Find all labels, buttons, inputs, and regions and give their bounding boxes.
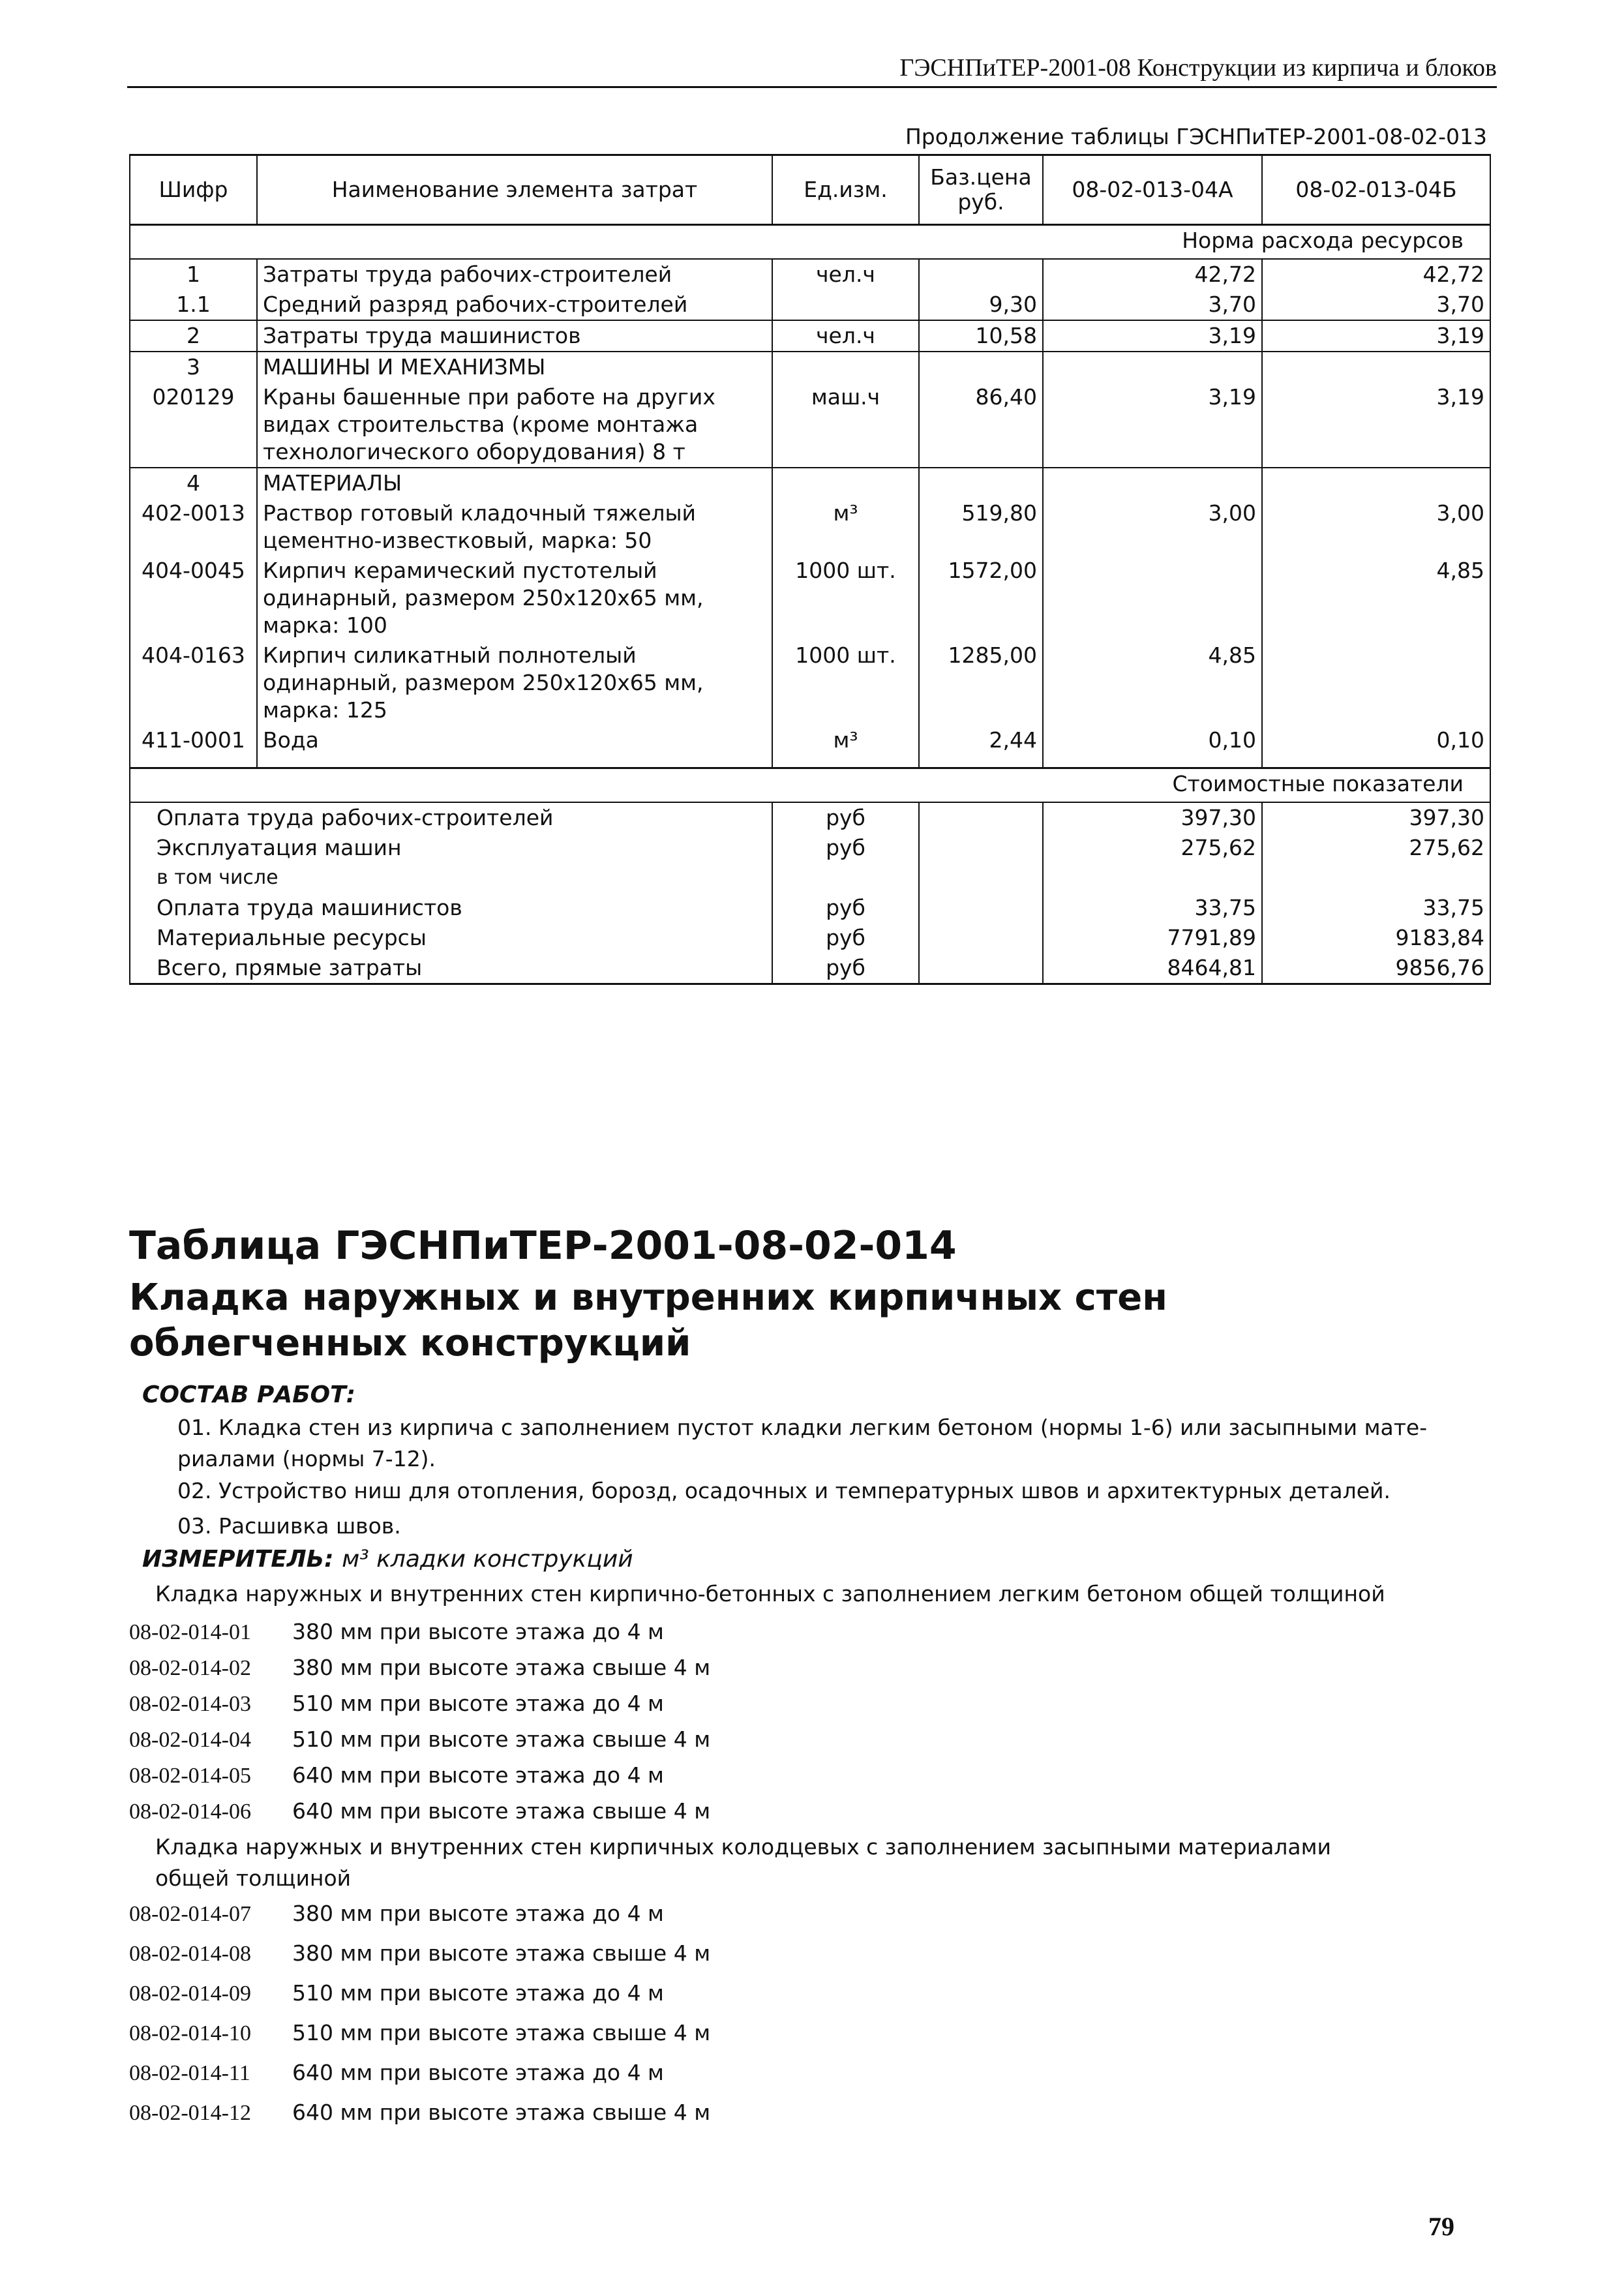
cell-a: 42,72: [1043, 259, 1262, 290]
table-row: [130, 259, 1490, 290]
cell-name: Кирпич силикатный полнотелый одинарный, размером 250х120х65 мм, марка: 125: [257, 641, 772, 725]
table-row: [130, 498, 1490, 556]
norm-code: 08-02-014-09: [129, 1982, 251, 2006]
table-row: [130, 725, 1490, 755]
cell-a: 3,00: [1043, 498, 1262, 556]
cost-unit: руб: [772, 802, 919, 833]
page-number: 79: [1428, 2212, 1454, 2241]
cost-unit: руб: [772, 953, 919, 984]
cell-price: [919, 468, 1043, 498]
composition-item: 01. Кладка стен из кирпича с заполнением пустот кладки легким бетоном (нормы 1-6) или засыпными мате-риалами (нормы 7-12).: [177, 1415, 1428, 1471]
col-header-unit: Ед.изм.: [772, 155, 919, 225]
cell-b: 0,10: [1262, 725, 1490, 755]
table-row: [130, 382, 1490, 468]
norm-text: 640 мм при высоте этажа до 4 м: [292, 1762, 664, 1788]
cost-b: [1262, 863, 1490, 893]
cell-unit: маш.ч: [772, 382, 919, 468]
cost-row: [130, 893, 1490, 923]
norm-text: 380 мм при высоте этажа до 4 м: [292, 1619, 664, 1644]
cost-row: [130, 833, 1490, 863]
meter-line: [142, 1546, 633, 1573]
norm-row: [129, 2097, 710, 2129]
norm-row: [129, 1796, 710, 1828]
norm-code: 08-02-014-02: [129, 1656, 251, 1680]
cell-a: 3,19: [1043, 382, 1262, 468]
cell-price: 1572,00: [919, 556, 1043, 641]
cost-price: [919, 923, 1043, 953]
composition-item: 03. Расшивка швов.: [177, 1513, 401, 1539]
cell-name: Вода: [257, 725, 772, 755]
cost-name: Оплата труда машинистов: [130, 893, 772, 923]
norm-text: 640 мм при высоте этажа свыше 4 м: [292, 2100, 711, 2125]
cell-b: 3,00: [1262, 498, 1490, 556]
cell-b: [1262, 468, 1490, 498]
section-row: [130, 225, 1490, 260]
norm-text: 380 мм при высоте этажа свыше 4 м: [292, 1655, 711, 1680]
cell-price: [919, 259, 1043, 290]
norm-row: [129, 1938, 710, 1970]
cell-price: 2,44: [919, 725, 1043, 755]
cell-code: 402-0013: [130, 498, 257, 556]
norm-code: 08-02-014-11: [129, 2061, 250, 2085]
cell-b: [1262, 352, 1490, 382]
norm-text: 640 мм при высоте этажа до 4 м: [292, 2060, 664, 2085]
cell-b: 3,19: [1262, 382, 1490, 468]
norm-code: 08-02-014-04: [129, 1728, 251, 1752]
cost-a: 33,75: [1043, 893, 1262, 923]
norm-code: 08-02-014-03: [129, 1692, 251, 1716]
cell-a: [1043, 556, 1262, 641]
table-row: [130, 290, 1490, 320]
cell-name: Затраты труда рабочих-строителей: [257, 259, 772, 290]
cell-price: 519,80: [919, 498, 1043, 556]
cost-row: [130, 863, 1490, 893]
cost-name: Материальные ресурсы: [130, 923, 772, 953]
norm-row: [129, 2017, 710, 2049]
norm-code: 08-02-014-08: [129, 1942, 251, 1966]
cell-name: Кирпич керамический пустотелый одинарный, размером 250х120х65 мм, марка: 100: [257, 556, 772, 641]
cell-price: [919, 352, 1043, 382]
cost-b: 9183,84: [1262, 923, 1490, 953]
cost-price: [919, 833, 1043, 863]
table-row: [130, 556, 1490, 641]
cell-name: МАШИНЫ И МЕХАНИЗМЫ: [257, 352, 772, 382]
resource-table: [129, 154, 1491, 985]
cell-unit: м³: [772, 498, 919, 556]
table-subtitle: Кладка наружных и внутренних кирпичных стен облегченных конструкций: [129, 1276, 1167, 1365]
cell-name: Краны башенные при работе на других видах строительства (кроме монтажа технологического оборудования) 8 т: [257, 382, 772, 468]
table-caption: Продолжение таблицы ГЭСНПиТЕР-2001-08-02-013: [905, 124, 1487, 149]
cell-a: [1043, 468, 1262, 498]
col-header-name: Наименование элемента затрат: [257, 155, 772, 225]
section-resources: Норма расхода ресурсов: [130, 225, 1490, 260]
group-description: Кладка наружных и внутренних стен кирпичных колодцевых с заполнением засыпными материалами общей толщиной: [155, 1834, 1331, 1891]
cell-unit: 1000 шт.: [772, 556, 919, 641]
table-row: [130, 468, 1490, 498]
cell-code: 020129: [130, 382, 257, 468]
norm-text: 380 мм при высоте этажа свыше 4 м: [292, 1940, 711, 1966]
cell-a: [1043, 352, 1262, 382]
cost-b: 397,30: [1262, 802, 1490, 833]
cell-b: 4,85: [1262, 556, 1490, 641]
cost-b: 275,62: [1262, 833, 1490, 863]
cell-a: 4,85: [1043, 641, 1262, 725]
norm-row: [129, 1760, 664, 1792]
cell-code: 1: [130, 259, 257, 290]
cell-b: 42,72: [1262, 259, 1490, 290]
cost-row: [130, 923, 1490, 953]
norm-row: [129, 1688, 664, 1720]
norm-row: [129, 1978, 664, 2010]
cost-row: [130, 953, 1490, 984]
col-header-a: 08-02-013-04А: [1043, 155, 1262, 225]
table-row: [130, 352, 1490, 382]
norm-text: 510 мм при высоте этажа свыше 4 м: [292, 1727, 711, 1752]
cell-price: 86,40: [919, 382, 1043, 468]
norm-row: [129, 1616, 664, 1648]
col-header-code: Шифр: [130, 155, 257, 225]
norm-text: 640 мм при высоте этажа свыше 4 м: [292, 1798, 711, 1824]
cost-unit: [772, 863, 919, 893]
norm-text: 510 мм при высоте этажа свыше 4 м: [292, 2020, 711, 2045]
cell-name: Раствор готовый кладочный тяжелый цементно-известковый, марка: 50: [257, 498, 772, 556]
cell-unit: [772, 468, 919, 498]
table-header-row: [130, 155, 1490, 225]
norm-code: 08-02-014-12: [129, 2101, 251, 2125]
norm-row: [129, 2057, 664, 2089]
norm-code: 08-02-014-05: [129, 1764, 251, 1788]
cell-unit: м³: [772, 725, 919, 755]
cost-a: 397,30: [1043, 802, 1262, 833]
norm-row: [129, 1652, 710, 1684]
cell-name: Затраты труда машинистов: [257, 320, 772, 352]
cost-price: [919, 802, 1043, 833]
norm-text: 510 мм при высоте этажа до 4 м: [292, 1980, 664, 2006]
cost-a: 8464,81: [1043, 953, 1262, 984]
cell-name: Средний разряд рабочих-строителей: [257, 290, 772, 320]
cost-b: 33,75: [1262, 893, 1490, 923]
cost-price: [919, 953, 1043, 984]
cell-unit: чел.ч: [772, 320, 919, 352]
cost-name: Всего, прямые затраты: [130, 953, 772, 984]
running-header: ГЭСНПиТЕР-2001-08 Конструкции из кирпича и блоков: [127, 53, 1497, 88]
cell-b: 3,19: [1262, 320, 1490, 352]
cell-unit: 1000 шт.: [772, 641, 919, 725]
cost-a: 275,62: [1043, 833, 1262, 863]
norm-row: [129, 1724, 710, 1756]
cost-unit: руб: [772, 923, 919, 953]
meter-text: м³ кладки конструкций: [342, 1546, 633, 1573]
cell-code: 2: [130, 320, 257, 352]
meter-heading: ИЗМЕРИТЕЛЬ:: [142, 1546, 334, 1573]
composition-heading: СОСТАВ РАБОТ:: [142, 1381, 356, 1408]
cell-a: 3,70: [1043, 290, 1262, 320]
cell-unit: [772, 290, 919, 320]
cell-code: 4: [130, 468, 257, 498]
table-title: Таблица ГЭСНПиТЕР-2001-08-02-014: [129, 1223, 957, 1269]
cell-unit: чел.ч: [772, 259, 919, 290]
cost-name: Оплата труда рабочих-строителей: [130, 802, 772, 833]
table-row: [130, 320, 1490, 352]
norm-code: 08-02-014-06: [129, 1800, 251, 1824]
table-row: [130, 641, 1490, 725]
section-costs: Стоимостные показатели: [130, 768, 1490, 803]
section-row: [130, 768, 1490, 803]
norm-text: 510 мм при высоте этажа до 4 м: [292, 1691, 664, 1716]
group-description: Кладка наружных и внутренних стен кирпично-бетонных с заполнением легким бетоном общей толщиной: [155, 1581, 1385, 1606]
cost-a: [1043, 863, 1262, 893]
cost-unit: руб: [772, 893, 919, 923]
col-header-b: 08-02-013-04Б: [1262, 155, 1490, 225]
cell-b: [1262, 641, 1490, 725]
composition-item: 02. Устройство ниш для отопления, борозд, осадочных и температурных швов и архитектурных деталей.: [177, 1478, 1391, 1503]
cell-code: 404-0045: [130, 556, 257, 641]
norm-row: [129, 1898, 664, 1930]
cell-name: МАТЕРИАЛЫ: [257, 468, 772, 498]
cost-unit: руб: [772, 833, 919, 863]
cell-code: 411-0001: [130, 725, 257, 755]
norm-text: 380 мм при высоте этажа до 4 м: [292, 1901, 664, 1926]
cost-a: 7791,89: [1043, 923, 1262, 953]
cell-unit: [772, 352, 919, 382]
cell-a: 3,19: [1043, 320, 1262, 352]
cell-price: 1285,00: [919, 641, 1043, 725]
cell-code: 1.1: [130, 290, 257, 320]
cell-code: 404-0163: [130, 641, 257, 725]
spacer-row: [130, 755, 1490, 768]
cost-b: 9856,76: [1262, 953, 1490, 984]
cell-price: 10,58: [919, 320, 1043, 352]
cost-price: [919, 863, 1043, 893]
cost-name: в том числе: [130, 863, 772, 893]
norm-code: 08-02-014-10: [129, 2021, 251, 2045]
norm-code: 08-02-014-07: [129, 1902, 251, 1926]
col-header-price: Баз.цена руб.: [919, 155, 1043, 225]
cost-name: Эксплуатация машин: [130, 833, 772, 863]
cell-code: 3: [130, 352, 257, 382]
cell-b: 3,70: [1262, 290, 1490, 320]
cost-row: [130, 802, 1490, 833]
cell-a: 0,10: [1043, 725, 1262, 755]
norm-code: 08-02-014-01: [129, 1620, 251, 1644]
cost-price: [919, 893, 1043, 923]
cell-price: 9,30: [919, 290, 1043, 320]
